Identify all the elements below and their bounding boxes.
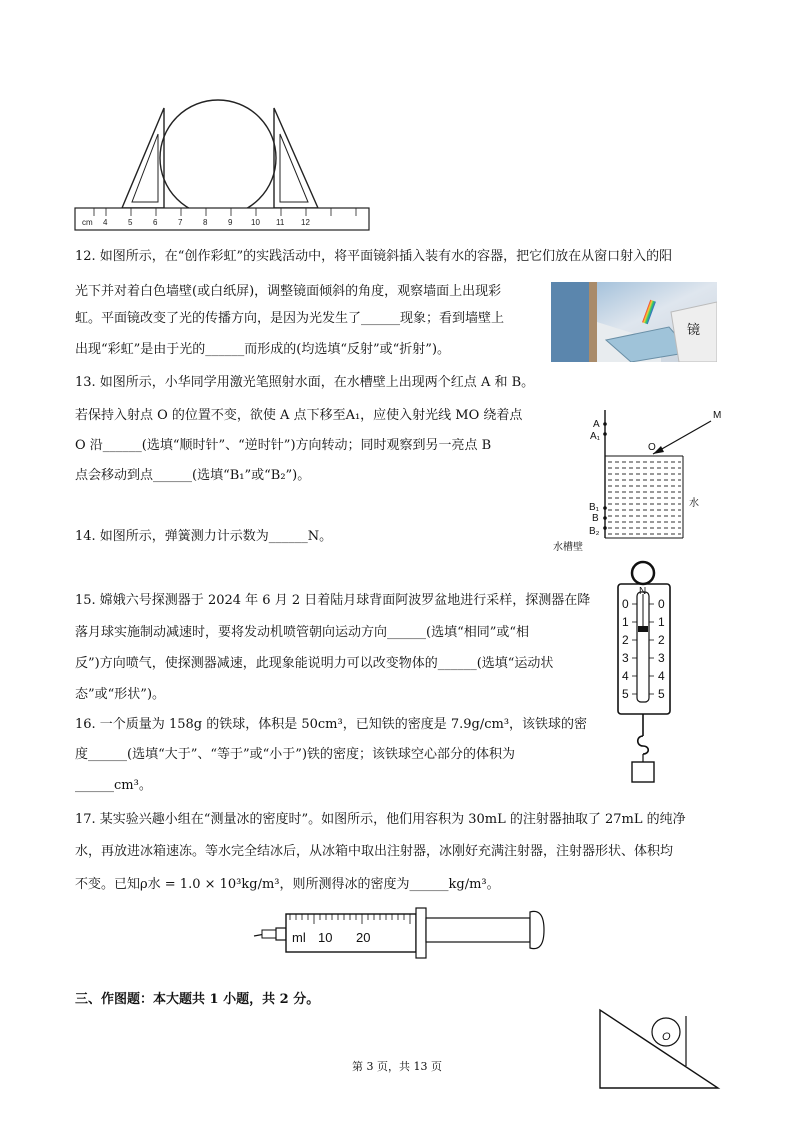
scale-right-label: 1 xyxy=(658,615,665,629)
ball-center-label: O xyxy=(662,1031,671,1043)
q17-line3: 不变。已知ρ水 = 1.0 × 10³kg/m³，则所测得冰的密度为______kg/m³。 xyxy=(75,877,500,892)
scale-right-label: 4 xyxy=(658,669,665,683)
ruler-ball-figure xyxy=(74,98,374,233)
scale-right-label: 0 xyxy=(658,597,665,611)
q17-line1: 17. 某实验兴趣小组在“测量冰的密度时”。如图所示，他们用容积为 30mL 的注射器抽取了 27mL 的纯净 xyxy=(75,812,686,827)
ruler-tick: 10 xyxy=(251,218,260,227)
q17-line2: 水，再放进冰箱速冻。等水完全结冰后，从冰箱中取出注射器，冰刚好充满注射器，注射器形状、体积均 xyxy=(75,844,674,859)
point-o-label: O xyxy=(648,442,656,453)
ruler-tick: 6 xyxy=(153,218,158,227)
q15-line3: 反”)方向喷气，使探测器减速，此现象能说明力可以改变物体的______(选填“运动状 xyxy=(75,656,554,671)
q12-line4: 出现“彩虹”是由于光的______而形成的(均选填“反射”或“折射”)。 xyxy=(75,342,451,357)
ruler-tick: 11 xyxy=(276,218,285,227)
point-a-label: A xyxy=(593,419,600,430)
tank-wall-label: 水槽壁 xyxy=(553,542,583,553)
point-a1-label: A₁ xyxy=(590,431,601,442)
ruler-tick: 5 xyxy=(128,218,133,227)
page-footer: 第 3 页，共 13 页 xyxy=(352,1060,442,1073)
q16-line2: 度______(选填“大于”、“等于”或“小于”)铁的密度；该铁球空心部分的体积为 xyxy=(75,747,516,762)
q16-line3: ______cm³。 xyxy=(75,778,152,793)
q15-line1: 15. 嫦娥六号探测器于 2024 年 6 月 2 日着陆月球背面阿波罗盆地进行采样，探测器在降 xyxy=(75,593,591,608)
fig-label-mirror: 镜 xyxy=(687,322,701,337)
ruler-tick: cm xyxy=(82,218,93,227)
q13-line2: 若保持入射点 O 的位置不变，欲使 A 点下移至A₁，应使入射光线 MO 绕着点 xyxy=(75,408,523,423)
point-b2-label: B₂ xyxy=(589,526,600,537)
q15-line4: 态”或“形状”)。 xyxy=(75,687,166,702)
ruler-tick: 4 xyxy=(103,218,108,227)
section-heading: 三、作图题：本大题共 1 小题，共 2 分。 xyxy=(75,992,320,1007)
ruler-tick: 8 xyxy=(203,218,208,227)
q12-line1: 12. 如图所示，在“创作彩虹”的实践活动中，将平面镜斜插入装有水的容器，把它们放在从窗口射入的阳 xyxy=(75,249,673,264)
ruler-tick: 9 xyxy=(228,218,233,227)
ruler-tick: 7 xyxy=(178,218,183,227)
syringe-tick-label: 20 xyxy=(356,930,371,945)
rainbow-mirror-photo xyxy=(551,282,717,362)
q12-line2: 光下并对着白色墙壁(或白纸屏)，调整镜面倾斜的角度，观察墙面上出现彩 xyxy=(75,284,502,299)
q12-line3: 虹。平面镜改变了光的传播方向，是因为光发生了______现象；看到墙壁上 xyxy=(75,311,505,326)
scale-left-label: 4 xyxy=(622,669,629,683)
q13-line4: 点会移动到点______(选填“B₁”或“B₂”)。 xyxy=(75,468,311,483)
q13-line3: O 沿______(选填“顺时针”、“逆时针”)方向转动；同时观察到另一亮点 B xyxy=(75,438,492,453)
q15-line2: 落月球实施制动减速时，要将发动机喷管朝向运动方向______(选填“相同”或“相 xyxy=(75,625,530,640)
scale-left-label: 2 xyxy=(622,633,629,647)
point-b1-label: B₁ xyxy=(589,502,600,513)
q14-line1: 14. 如图所示，弹簧测力计示数为______N。 xyxy=(75,529,333,544)
scale-left-label: 0 xyxy=(622,597,629,611)
scale-left-label: 1 xyxy=(622,615,629,629)
syringe-unit-label: ml xyxy=(292,930,306,945)
q16-line1: 16. 一个质量为 158g 的铁球，体积是 50cm³，已知铁的密度是 7.9g/cm³，该铁球的密 xyxy=(75,717,588,732)
water-tank-figure xyxy=(553,406,723,556)
ruler-tick: 12 xyxy=(301,218,310,227)
point-b-label: B xyxy=(592,513,599,524)
syringe-figure xyxy=(252,904,552,960)
q13-line1: 13. 如图所示，小华同学用激光笔照射水面，在水槽壁上出现两个红点 A 和 B。 xyxy=(75,375,535,390)
scale-left-label: 3 xyxy=(622,651,629,665)
spring-scale-figure xyxy=(606,558,686,788)
water-label: 水 xyxy=(689,498,699,509)
scale-right-label: 5 xyxy=(658,687,665,701)
scale-right-label: 3 xyxy=(658,651,665,665)
scale-left-label: 5 xyxy=(622,687,629,701)
scale-unit-n: N xyxy=(639,586,647,597)
incline-figure xyxy=(598,1008,722,1090)
syringe-tick-label: 10 xyxy=(318,930,333,945)
scale-right-label: 2 xyxy=(658,633,665,647)
point-m-label: M xyxy=(713,410,722,421)
